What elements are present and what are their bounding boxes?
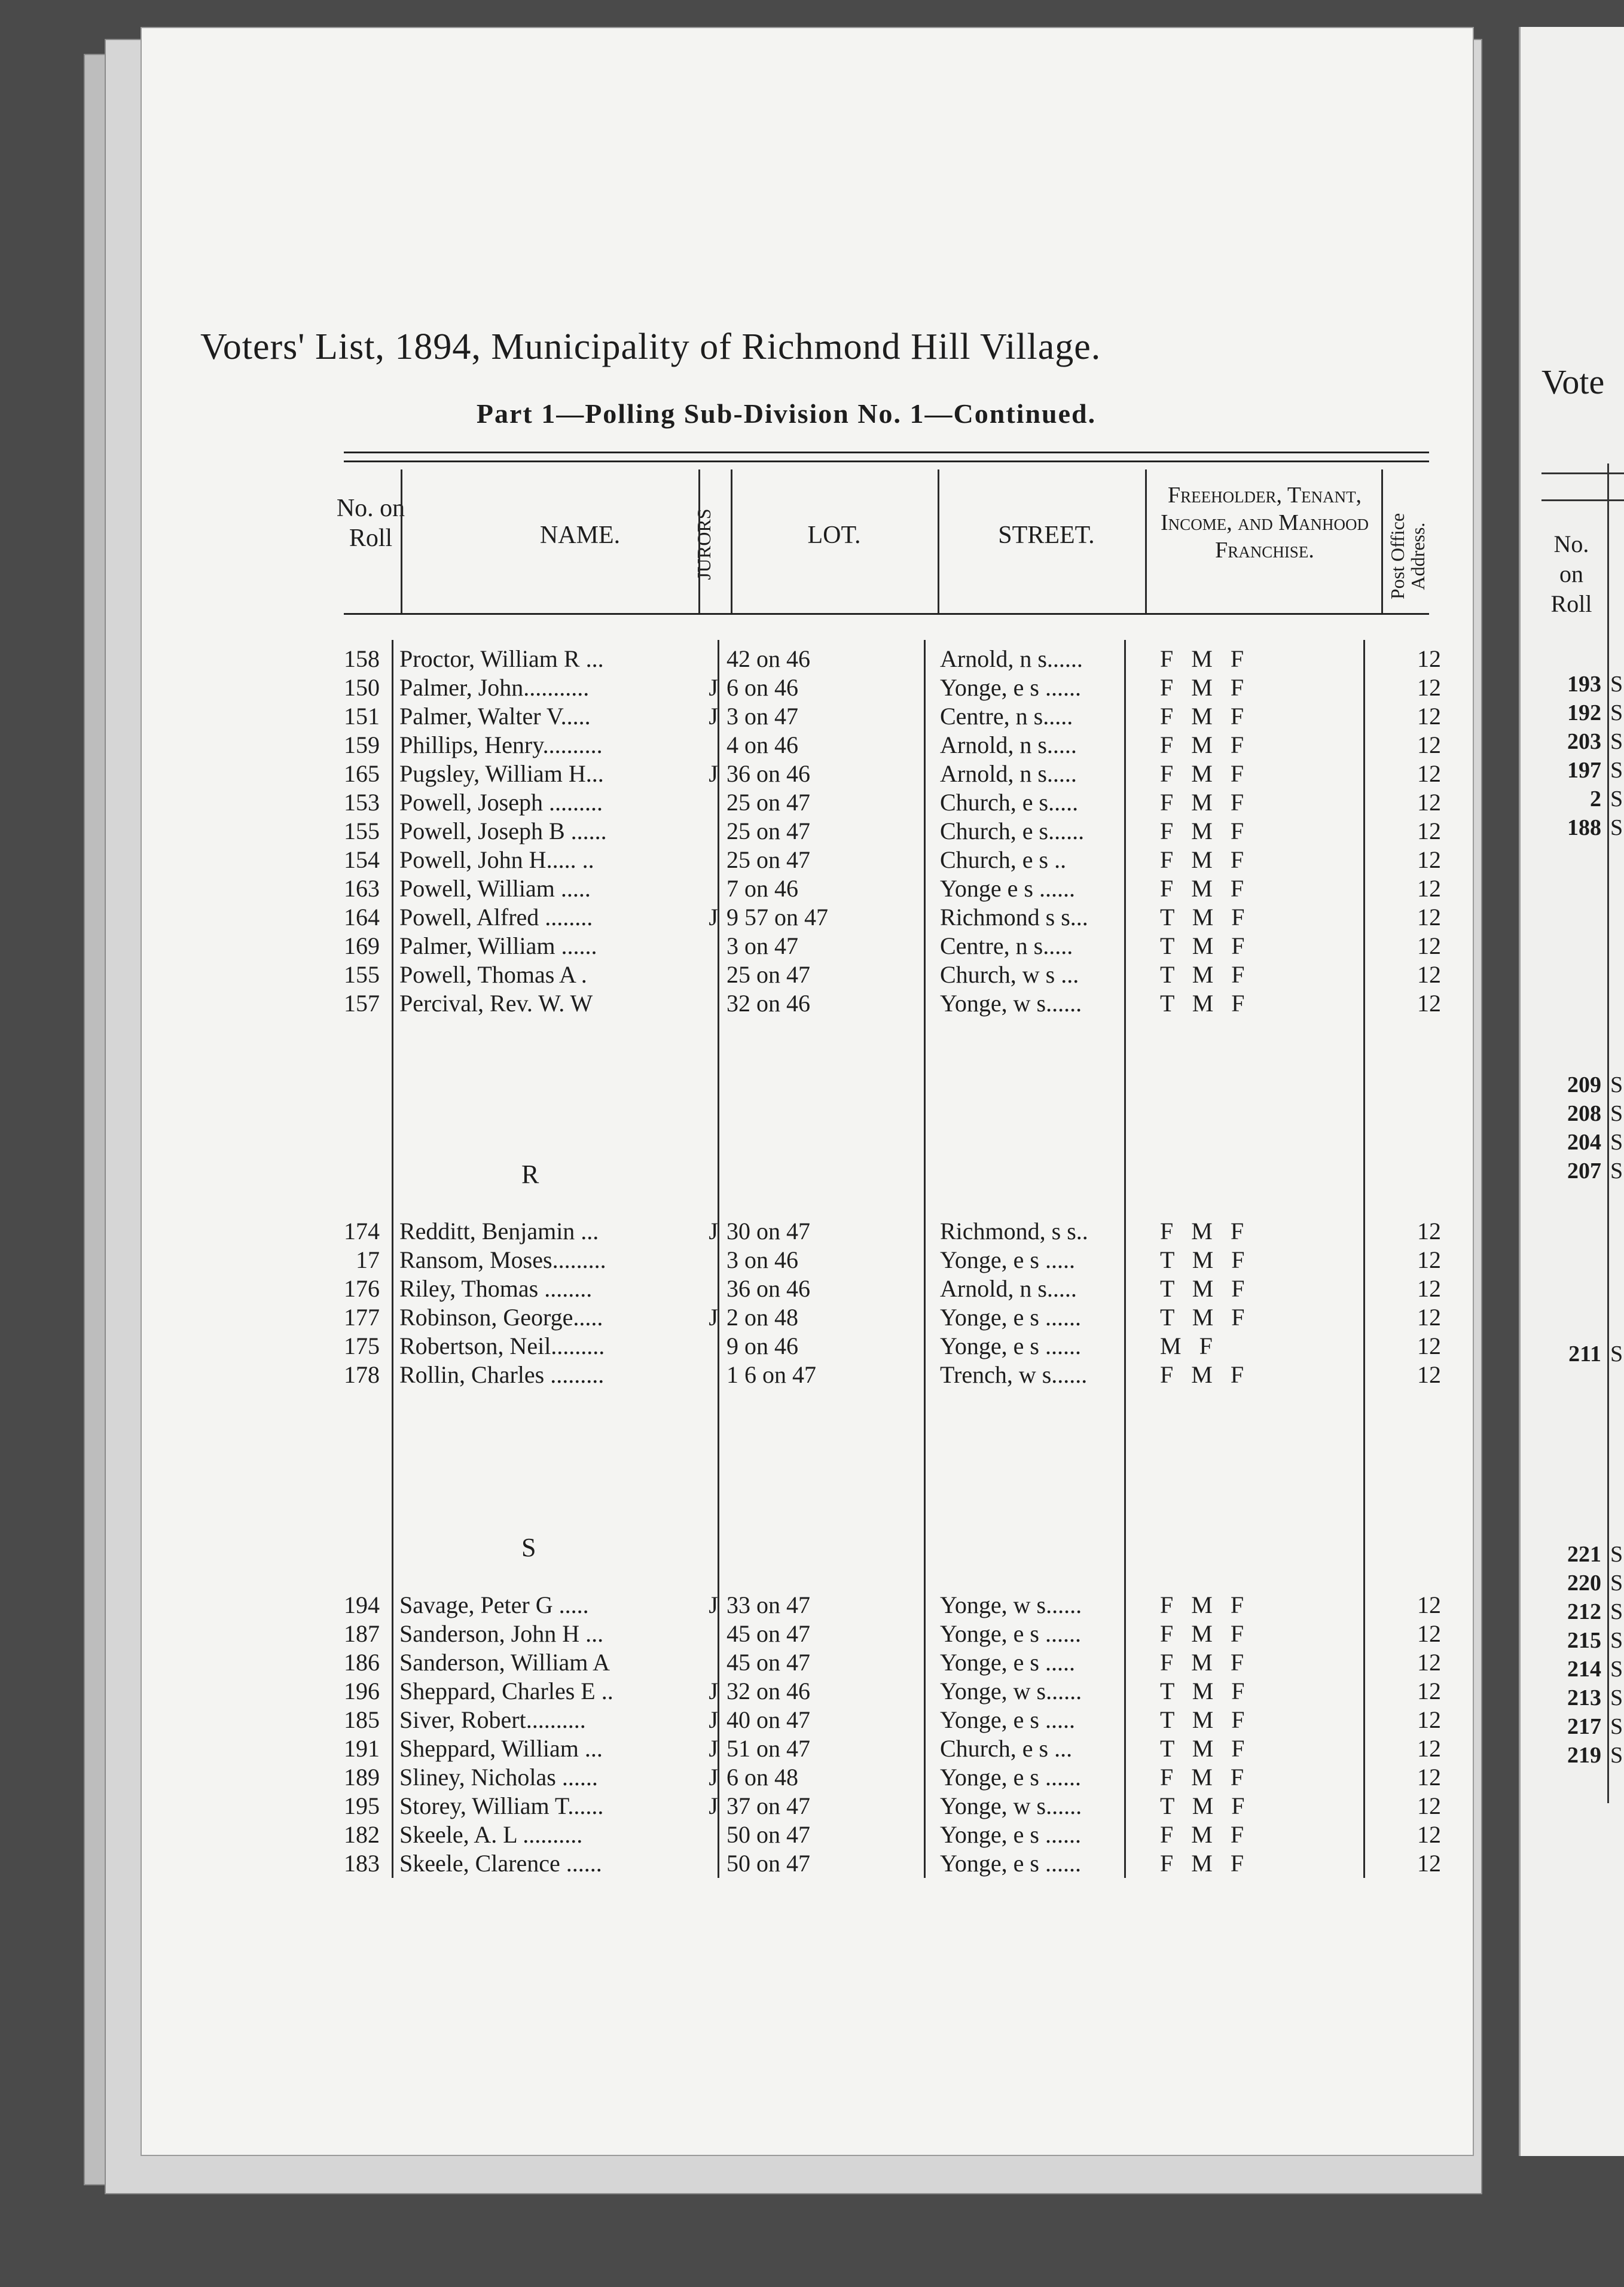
lot: 50 on 47 (726, 1821, 810, 1848)
next-page-roll-number: 219 (1567, 1743, 1601, 1768)
voter-name: Skeele, A. L .......... (399, 1821, 583, 1848)
lot: 45 on 47 (726, 1649, 810, 1676)
lot: 42 on 46 (726, 645, 810, 672)
header-street: STREET. (998, 522, 1095, 549)
post-office: 12 (1417, 1332, 1441, 1359)
next-page-roll-number: 209 (1567, 1072, 1601, 1097)
voter-row (0, 1706, 1624, 1734)
lot: 50 on 47 (726, 1850, 810, 1877)
voter-row (0, 1303, 1624, 1332)
lot: 25 on 47 (726, 961, 810, 988)
lot: 30 on 47 (726, 1218, 810, 1245)
voter-name: Siver, Robert.......... (399, 1706, 586, 1733)
roll-number: 17 (356, 1246, 380, 1273)
voter-name: Sheppard, William ... (399, 1735, 603, 1762)
voter-name: Palmer, William ...... (399, 932, 597, 959)
post-office: 12 (1417, 932, 1441, 959)
voter-row (0, 874, 1624, 903)
roll-number: 183 (344, 1850, 380, 1877)
lot: 32 on 46 (726, 1678, 810, 1704)
post-office: 12 (1417, 1649, 1441, 1676)
post-office: 12 (1417, 961, 1441, 988)
header-jurors: JURORS (693, 508, 715, 580)
juror-mark: J (709, 1792, 718, 1819)
franchise: F M F (1160, 1850, 1250, 1877)
lot: 4 on 46 (726, 731, 798, 758)
roll-number: 155 (344, 961, 380, 988)
voter-name: Powell, John H..... .. (399, 846, 594, 873)
roll-number: 191 (344, 1735, 380, 1762)
franchise: T M F (1160, 990, 1251, 1017)
next-page-roll-number: 221 (1567, 1542, 1601, 1567)
next-page-cut-letter: S (1610, 1571, 1623, 1596)
lot: 32 on 46 (726, 990, 810, 1017)
voter-name: Sanderson, William A (399, 1649, 610, 1676)
roll-number: 159 (344, 731, 380, 758)
lot: 33 on 47 (726, 1591, 810, 1618)
voter-name: Sheppard, Charles E .. (399, 1678, 613, 1704)
next-page-cut-letter: S (1610, 1743, 1623, 1768)
lot: 51 on 47 (726, 1735, 810, 1762)
street: Church, e s ... (940, 1735, 1073, 1762)
franchise: F M F (1160, 1649, 1250, 1676)
voter-name: Riley, Thomas ........ (399, 1275, 593, 1302)
lot: 7 on 46 (726, 875, 798, 902)
franchise: T M F (1160, 1792, 1251, 1819)
street: Yonge, e s ...... (940, 1764, 1081, 1791)
header-lot: LOT. (807, 522, 861, 549)
franchise: F M F (1160, 1821, 1250, 1848)
roll-number: 157 (344, 990, 380, 1017)
street: Yonge, e s ..... (940, 1649, 1075, 1676)
voter-name: Savage, Peter G ..... (399, 1591, 589, 1618)
post-office: 12 (1417, 674, 1441, 701)
next-page-rule (1541, 472, 1624, 474)
franchise: F M F (1160, 1591, 1250, 1618)
voter-row (0, 1849, 1624, 1878)
franchise: T M F (1160, 1275, 1251, 1302)
roll-number: 151 (344, 703, 380, 730)
next-page-cut-letter: S (1610, 672, 1623, 697)
street: Yonge, w s...... (940, 1678, 1082, 1704)
juror-mark: J (709, 1735, 718, 1762)
post-office: 12 (1417, 731, 1441, 758)
street: Yonge, e s ...... (940, 674, 1081, 701)
next-page-cut-letter: S (1610, 1657, 1623, 1682)
street: Trench, w s...... (940, 1361, 1088, 1388)
street: Yonge, e s ..... (940, 1246, 1075, 1273)
lot: 45 on 47 (726, 1620, 810, 1647)
header-franchise: Freeholder, Tenant, Income, and Manhood Franchise. (1161, 483, 1369, 563)
voter-name: Palmer, John........... (399, 674, 590, 701)
street: Yonge, e s ...... (940, 1850, 1081, 1877)
lot: 36 on 46 (726, 1275, 810, 1302)
page-subtitle: Part 1—Polling Sub-Division No. 1—Continued. (476, 398, 1097, 429)
voter-name: Robinson, George..... (399, 1304, 603, 1331)
next-page-cut-letter: S (1610, 1341, 1623, 1367)
next-page-cut-letter: S (1610, 700, 1623, 725)
column-line-roll (401, 469, 402, 613)
roll-number: 164 (344, 904, 380, 931)
post-office: 12 (1417, 1246, 1441, 1273)
header-rule-top (344, 452, 1429, 453)
next-page-cut-letter: S (1610, 1599, 1623, 1624)
franchise: F M F (1160, 1764, 1250, 1791)
next-page-cut-letter: S (1610, 1101, 1623, 1126)
franchise: F M F (1160, 846, 1250, 873)
roll-number: 165 (344, 760, 380, 787)
juror-mark: J (709, 1304, 718, 1331)
franchise: F M F (1160, 731, 1250, 758)
voter-row (0, 731, 1624, 760)
voter-name: Powell, Alfred ........ (399, 904, 593, 931)
column-line-street (1145, 469, 1147, 613)
juror-mark: J (709, 904, 718, 931)
voter-row (0, 1677, 1624, 1706)
street: Yonge, e s ...... (940, 1332, 1081, 1359)
lot: 9 57 on 47 (726, 904, 828, 931)
voter-row (0, 1361, 1624, 1389)
roll-number: 182 (344, 1821, 380, 1848)
roll-number: 186 (344, 1649, 380, 1676)
next-page-roll-number: 207 (1567, 1158, 1601, 1184)
roll-number: 195 (344, 1792, 380, 1819)
next-page-title-fragment: Vote (1541, 362, 1605, 401)
next-page-roll-number: 211 (1568, 1341, 1601, 1367)
franchise: F M F (1160, 1218, 1250, 1245)
franchise: T M F (1160, 1246, 1251, 1273)
voter-name: Sanderson, John H ... (399, 1620, 604, 1647)
voter-row (0, 817, 1624, 846)
voter-row (0, 1332, 1624, 1361)
voter-row (0, 846, 1624, 874)
franchise: F M F (1160, 645, 1250, 672)
header-rule-top-double (344, 461, 1429, 462)
voter-name: Pugsley, William H... (399, 760, 604, 787)
next-page-roll-number: 197 (1567, 758, 1601, 783)
roll-number: 194 (344, 1591, 380, 1618)
franchise: F M F (1160, 703, 1250, 730)
voter-row (0, 932, 1624, 960)
lot: 3 on 46 (726, 1246, 798, 1273)
column-line-name (698, 469, 700, 613)
lot: 1 6 on 47 (726, 1361, 816, 1388)
voter-row (0, 1734, 1624, 1763)
post-office: 12 (1417, 1591, 1441, 1618)
column-line-lot (938, 469, 939, 613)
street: Yonge, w s...... (940, 990, 1082, 1017)
next-page-roll-number: 214 (1567, 1657, 1601, 1682)
voter-name: Powell, Joseph B ...... (399, 818, 607, 844)
franchise: F M F (1160, 818, 1250, 844)
juror-mark: J (709, 1591, 718, 1618)
franchise: F M F (1160, 1361, 1250, 1388)
voter-name: Palmer, Walter V..... (399, 703, 591, 730)
next-page-cut-letter: S (1610, 1628, 1623, 1653)
column-line-franchise (1381, 469, 1383, 613)
roll-number: 189 (344, 1764, 380, 1791)
lot: 2 on 48 (726, 1304, 798, 1331)
header-name: NAME. (539, 522, 621, 549)
post-office: 12 (1417, 1620, 1441, 1647)
next-page-cut-letter: S (1610, 1685, 1623, 1710)
next-page-cut-letter: S (1610, 786, 1623, 812)
roll-number: 187 (344, 1620, 380, 1647)
next-page-roll-number: 215 (1567, 1628, 1601, 1653)
roll-number: 175 (344, 1332, 380, 1359)
juror-mark: J (709, 703, 718, 730)
voter-row (0, 788, 1624, 817)
post-office: 12 (1417, 1275, 1441, 1302)
next-page-cut-letter: S (1610, 729, 1623, 754)
juror-mark: J (709, 674, 718, 701)
franchise: T M F (1160, 932, 1251, 959)
lot: 3 on 47 (726, 703, 798, 730)
post-office: 12 (1417, 1218, 1441, 1245)
voter-row (0, 1591, 1624, 1620)
next-page-roll-number: 217 (1567, 1714, 1601, 1739)
page-title: Voters' List, 1894, Municipality of Richmond Hill Village. (200, 327, 1101, 367)
voter-row (0, 960, 1624, 989)
street: Church, e s .. (940, 846, 1067, 873)
street: Arnold, n s..... (940, 731, 1077, 758)
roll-number: 178 (344, 1361, 380, 1388)
street: Yonge, w s...... (940, 1792, 1082, 1819)
header-rule-bottom (344, 613, 1429, 615)
voter-row (0, 645, 1624, 673)
lot: 25 on 47 (726, 818, 810, 844)
post-office: 12 (1417, 1304, 1441, 1331)
roll-number: 155 (344, 818, 380, 844)
juror-mark: J (709, 1218, 718, 1245)
juror-mark: J (709, 760, 718, 787)
street: Richmond, s s.. (940, 1218, 1088, 1245)
franchise: F M F (1160, 674, 1250, 701)
street: Church, e s..... (940, 789, 1079, 816)
post-office: 12 (1417, 789, 1441, 816)
header-roll: No. on Roll (336, 495, 405, 552)
section-letter: R (521, 1160, 539, 1189)
roll-number: 153 (344, 789, 380, 816)
post-office: 12 (1417, 1735, 1441, 1762)
roll-number: 169 (344, 932, 380, 959)
roll-number: 163 (344, 875, 380, 902)
roll-number: 174 (344, 1218, 380, 1245)
voter-row (0, 673, 1624, 702)
voter-row (0, 1246, 1624, 1274)
voter-row (0, 1274, 1624, 1303)
roll-number: 150 (344, 674, 380, 701)
next-page-cut-letter: S (1610, 815, 1623, 840)
street: Yonge e s ...... (940, 875, 1075, 902)
next-page-roll-number: 203 (1567, 729, 1601, 754)
voter-name: Phillips, Henry.......... (399, 731, 603, 758)
lot: 25 on 47 (726, 846, 810, 873)
voter-name: Percival, Rev. W. W (399, 990, 593, 1017)
street: Yonge, e s ..... (940, 1706, 1075, 1733)
post-office: 12 (1417, 1821, 1441, 1848)
lot: 9 on 46 (726, 1332, 798, 1359)
street: Arnold, n s..... (940, 760, 1077, 787)
lot: 6 on 48 (726, 1764, 798, 1791)
franchise: T M F (1160, 904, 1251, 931)
voter-name: Proctor, William R ... (399, 645, 604, 672)
post-office: 12 (1417, 1361, 1441, 1388)
juror-mark: J (709, 1764, 718, 1791)
franchise: F M F (1160, 789, 1250, 816)
next-page-cut-letter: S (1610, 758, 1623, 783)
street: Richmond s s... (940, 904, 1088, 931)
post-office: 12 (1417, 1678, 1441, 1704)
roll-number: 177 (344, 1304, 380, 1331)
voter-name: Powell, Joseph ......... (399, 789, 603, 816)
next-page-roll-number: 208 (1567, 1101, 1601, 1126)
franchise: T M F (1160, 1706, 1251, 1733)
lot: 37 on 47 (726, 1792, 810, 1819)
voter-row (0, 1792, 1624, 1821)
lot: 3 on 47 (726, 932, 798, 959)
franchise: T M F (1160, 1678, 1251, 1704)
franchise: T M F (1160, 961, 1251, 988)
voter-row (0, 903, 1624, 932)
post-office: 12 (1417, 1764, 1441, 1791)
next-page-cut-letter: S (1610, 1542, 1623, 1567)
street: Yonge, e s ...... (940, 1304, 1081, 1331)
next-page-roll-number: 192 (1567, 700, 1601, 725)
voter-row (0, 1763, 1624, 1792)
voter-name: Rollin, Charles ......... (399, 1361, 605, 1388)
voter-name: Skeele, Clarence ...... (399, 1850, 602, 1877)
post-office: 12 (1417, 1850, 1441, 1877)
next-page-roll-number: 212 (1567, 1599, 1601, 1624)
juror-mark: J (709, 1706, 718, 1733)
franchise: F M F (1160, 1620, 1250, 1647)
post-office: 12 (1417, 990, 1441, 1017)
post-office: 12 (1417, 703, 1441, 730)
roll-number: 154 (344, 846, 380, 873)
voter-name: Sliney, Nicholas ...... (399, 1764, 598, 1791)
post-office: 12 (1417, 645, 1441, 672)
voter-name: Ransom, Moses......... (399, 1246, 606, 1273)
next-page-cut-letter: S (1610, 1158, 1623, 1184)
header-post-office: Post Office Address. (1387, 513, 1428, 600)
next-page-cut-letter: S (1610, 1130, 1623, 1155)
voter-row (0, 760, 1624, 788)
voter-name: Redditt, Benjamin ... (399, 1218, 599, 1245)
voter-row (0, 1217, 1624, 1246)
next-page-roll-number: 220 (1567, 1571, 1601, 1596)
post-office: 12 (1417, 818, 1441, 844)
franchise: F M F (1160, 760, 1250, 787)
street: Yonge, w s...... (940, 1591, 1082, 1618)
lot: 6 on 46 (726, 674, 798, 701)
roll-number: 158 (344, 645, 380, 672)
street: Arnold, n s...... (940, 645, 1083, 672)
juror-mark: J (709, 1678, 718, 1704)
roll-number: 185 (344, 1706, 380, 1733)
next-page-roll-number: 188 (1567, 815, 1601, 840)
voter-row (0, 989, 1624, 1018)
voter-row (0, 1821, 1624, 1849)
lot: 40 on 47 (726, 1706, 810, 1733)
franchise: M F (1160, 1332, 1219, 1359)
franchise: F M F (1160, 875, 1250, 902)
next-page-roll-header: No. on Roll (1550, 530, 1592, 617)
post-office: 12 (1417, 1706, 1441, 1733)
lot: 36 on 46 (726, 760, 810, 787)
voter-row (0, 702, 1624, 731)
franchise: T M F (1160, 1735, 1251, 1762)
voter-name: Robertson, Neil......... (399, 1332, 605, 1359)
street: Arnold, n s..... (940, 1275, 1077, 1302)
street: Yonge, e s ...... (940, 1821, 1081, 1848)
roll-number: 176 (344, 1275, 380, 1302)
voter-name: Storey, William T...... (399, 1792, 604, 1819)
post-office: 12 (1417, 846, 1441, 873)
next-page-roll-number: 213 (1567, 1685, 1601, 1710)
column-line-jurors (731, 469, 732, 613)
next-page-roll-number: 193 (1567, 672, 1601, 697)
post-office: 12 (1417, 875, 1441, 902)
next-page-roll-number: 2 (1590, 786, 1601, 812)
post-office: 12 (1417, 760, 1441, 787)
street: Church, e s...... (940, 818, 1085, 844)
next-page-cut-letter: S (1610, 1714, 1623, 1739)
street: Yonge, e s ...... (940, 1620, 1081, 1647)
next-page-roll-number: 204 (1567, 1130, 1601, 1155)
voter-name: Powell, Thomas A . (399, 961, 587, 988)
franchise: T M F (1160, 1304, 1251, 1331)
next-page-cut-letter: S (1610, 1072, 1623, 1097)
post-office: 12 (1417, 904, 1441, 931)
street: Centre, n s..... (940, 932, 1073, 959)
voter-name: Powell, William ..... (399, 875, 591, 902)
section-letter: S (521, 1533, 536, 1562)
post-office: 12 (1417, 1792, 1441, 1819)
roll-number: 196 (344, 1678, 380, 1704)
street: Centre, n s..... (940, 703, 1073, 730)
next-page-rule (1541, 499, 1624, 501)
street: Church, w s ... (940, 961, 1079, 988)
lot: 25 on 47 (726, 789, 810, 816)
voter-row (0, 1620, 1624, 1648)
voter-row (0, 1648, 1624, 1677)
